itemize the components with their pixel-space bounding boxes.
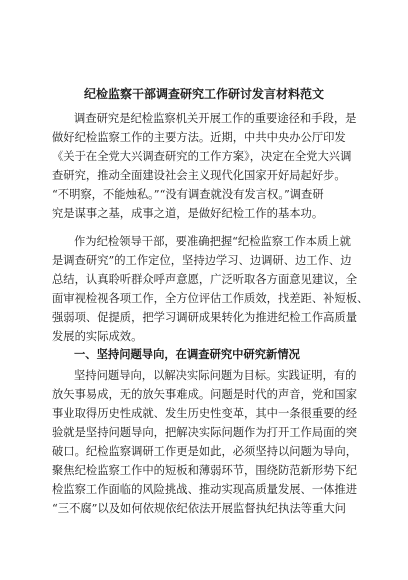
paragraph-line: 检监察工作面临的风险挑战、推动实现高质量发展、一体推进 (52, 483, 358, 496)
paragraph-line: 破口。纪检监察调研工作更是如此，必须坚持以问题为导向， (52, 445, 358, 458)
paragraph-line: 作为纪检领导干部，要准确把握“纪检监察工作本质上就 (74, 235, 351, 248)
paragraph-line: 强弱项、促提质，把学习调研成果转化为推进纪检工作高质量 (52, 311, 358, 324)
paragraph-line: 放矢事易成，无的放矢事难成。问题是时代的声音，党和国家 (52, 388, 358, 401)
paragraph-line: 《关于在全党大兴调查研究的工作方案》，决定在全党大兴调 (52, 150, 352, 163)
paragraph-line: 调查研究是纪检监察机关开展工作的重要途径和手段，是 (74, 112, 357, 125)
paragraph-line: 查研究，推动全面建设社会主义现代化国家开好局起好步。 (52, 169, 346, 182)
paragraph-line: “三不腐”以及如何依规依纪依法开展监督执纪执法等重大问 (52, 502, 346, 515)
section-heading: 一、坚持问题导向，在调查研究中研究新情况 (74, 348, 300, 361)
paragraph-line: “不明察，不能烛私。”“没有调查就没有发言权。”调查研 (52, 188, 324, 201)
document-title: 纪检监察干部调查研究工作研讨发言材料范文 (83, 87, 324, 101)
paragraph-line: 坚持问题导向，以解决实际问题为目标。实践证明，有的 (74, 369, 357, 382)
paragraph-line: 面审视检视各项工作，全方位评估工作质效，找差距、补短板、 (52, 292, 369, 305)
paragraph-line: 是调查研究”的工作定位，坚持边学习、边调研、边工作、边 (52, 254, 352, 267)
paragraph-line: 事业取得历史性成就、发生历史性变革，其中一条很重要的经 (52, 407, 358, 420)
paragraph-line: 聚焦纪检监察工作中的短板和薄弱环节，围绕防范新形势下纪 (52, 464, 358, 477)
paragraph-line: 发展的实际成效。 (52, 330, 143, 343)
paragraph-line: 验就是坚持问题导向，把解决实际问题作为打开工作局面的突 (52, 426, 358, 439)
paragraph-line: 总结，认真聆听群众呼声意愿，广泛听取各方面意见建议，全 (52, 273, 358, 286)
paragraph-line: 做好纪检监察工作的主要方法。近期，中共中央办公厅印发 (52, 131, 346, 144)
paragraph-line: 究是谋事之基，成事之道，是做好纪检工作的基本功。 (52, 207, 324, 220)
